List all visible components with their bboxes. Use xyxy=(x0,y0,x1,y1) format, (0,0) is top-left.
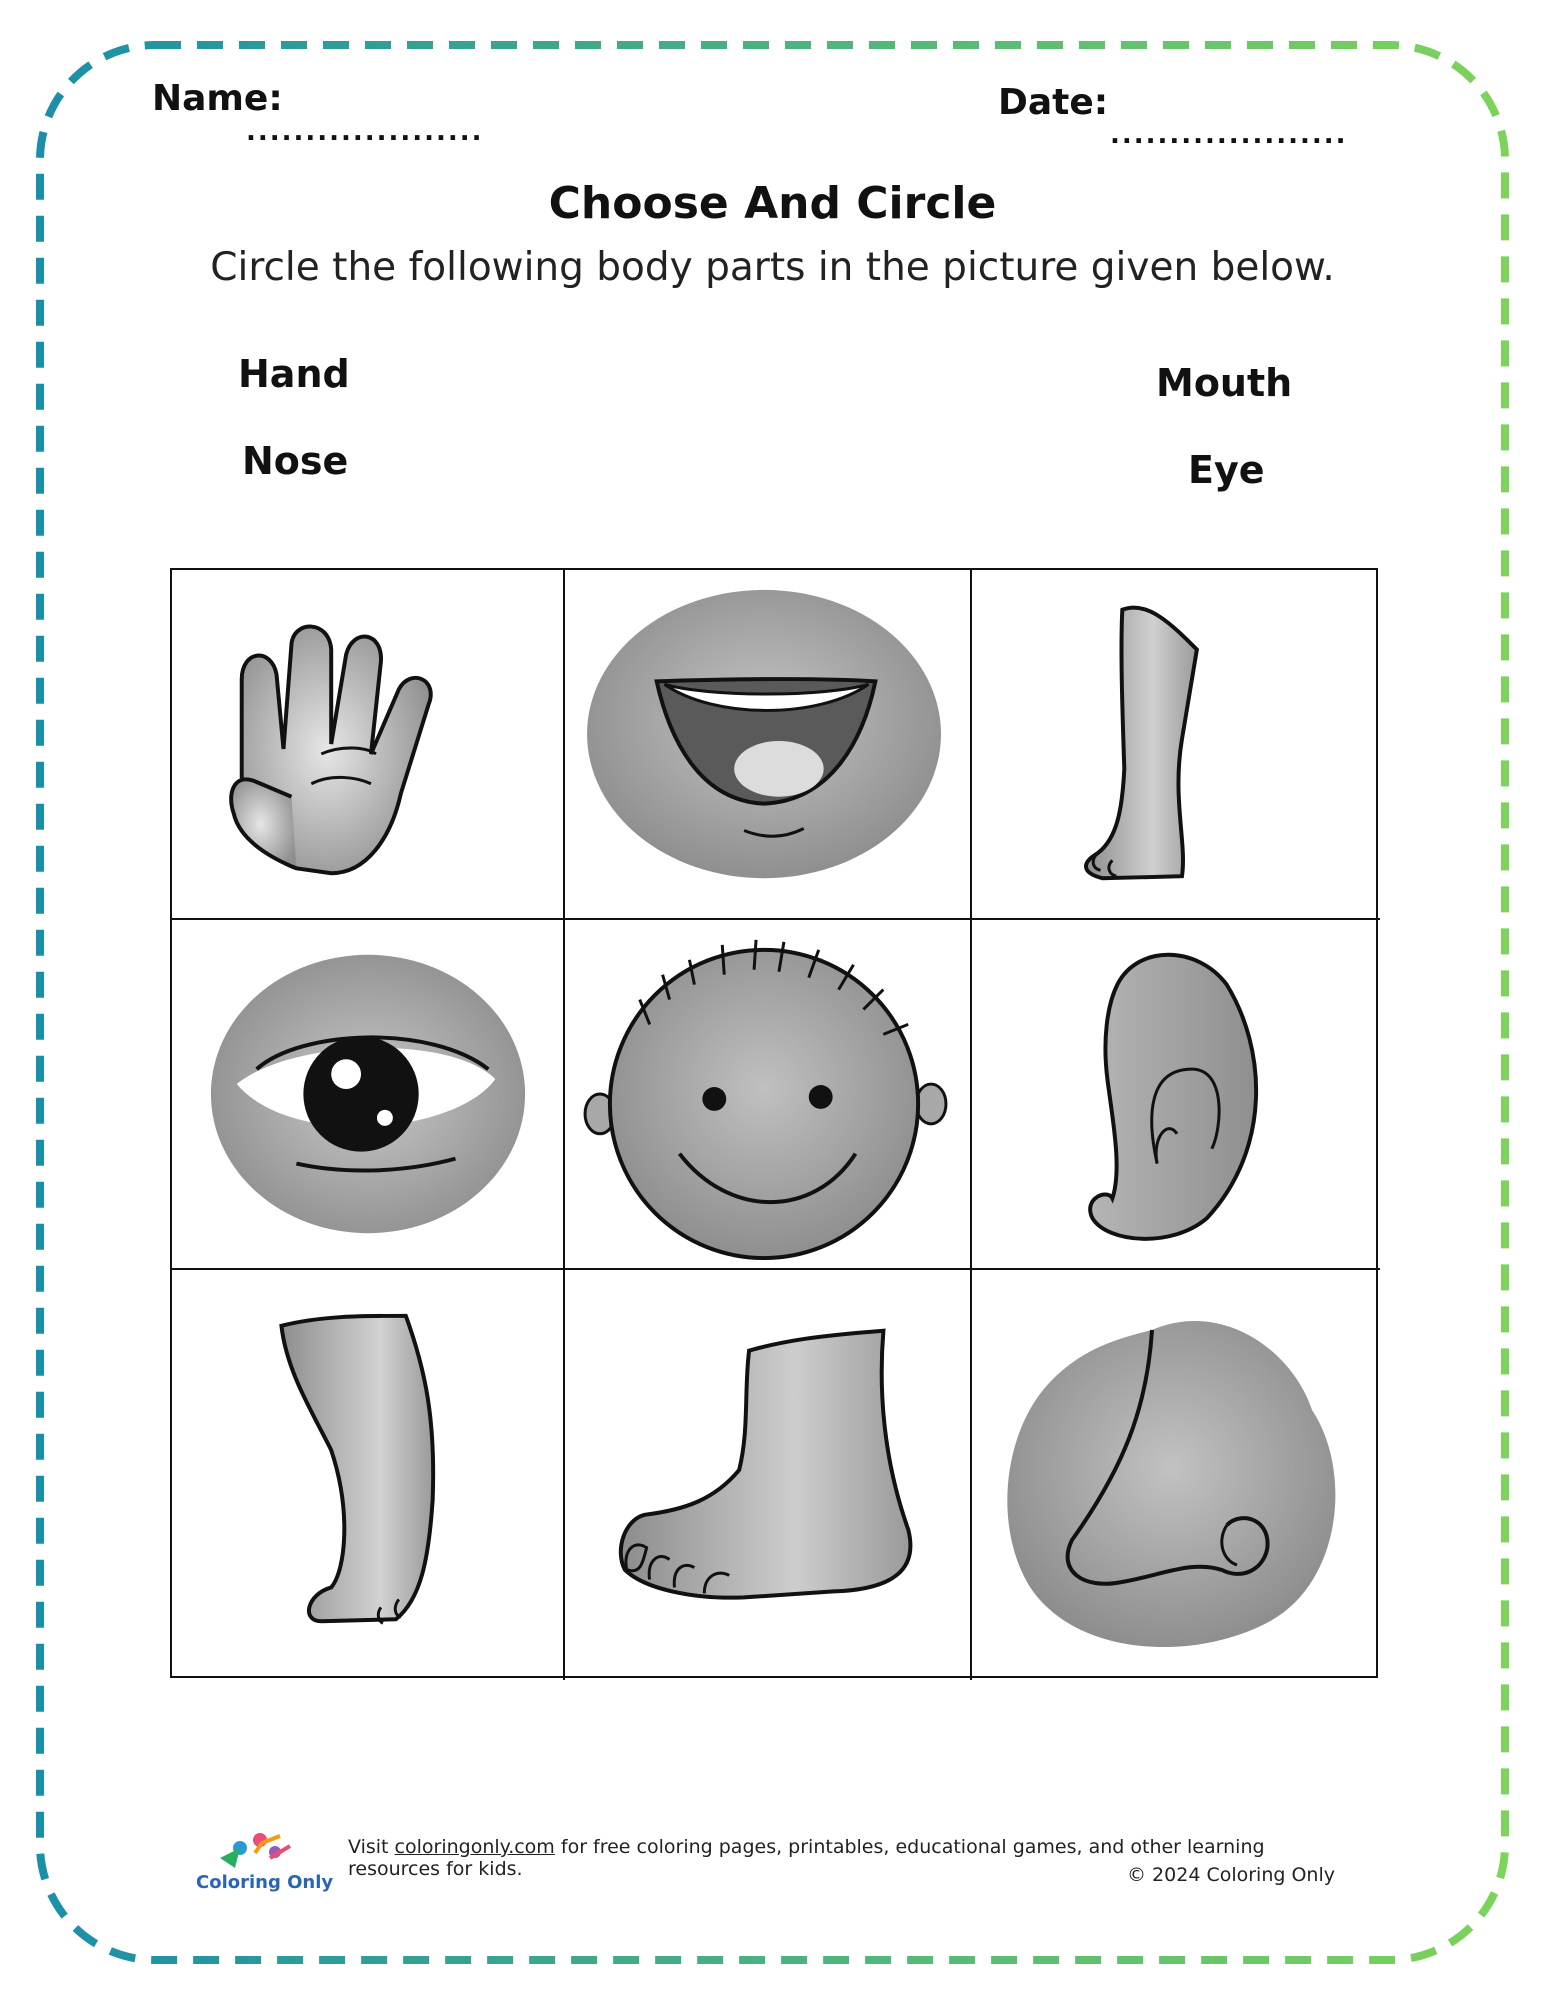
cell-leg-2[interactable] xyxy=(172,1270,565,1680)
page-title: Choose And Circle xyxy=(548,178,997,229)
leg-icon xyxy=(972,570,1380,918)
coloring-only-logo xyxy=(210,1818,300,1878)
cell-foot[interactable] xyxy=(565,1270,972,1680)
cell-mouth[interactable] xyxy=(565,570,972,920)
date-label: Date: xyxy=(998,82,1109,123)
word-eye: Eye xyxy=(1188,448,1265,492)
cell-face[interactable] xyxy=(565,920,972,1270)
cell-ear[interactable] xyxy=(972,920,1380,1270)
footer-visit-suffix: for free coloring pages, printables, educational games, and other learning resources for kids. xyxy=(348,1836,1265,1880)
name-line[interactable]: .................... xyxy=(246,117,484,147)
word-mouth: Mouth xyxy=(1156,361,1293,405)
instruction-text: Circle the following body parts in the picture given below. xyxy=(210,245,1335,290)
picture-grid xyxy=(170,568,1378,1678)
date-line[interactable]: .................... xyxy=(1110,120,1348,150)
cell-eye[interactable] xyxy=(172,920,565,1270)
cell-leg[interactable] xyxy=(972,570,1380,920)
mouth-icon xyxy=(565,570,970,918)
word-nose: Nose xyxy=(242,439,349,483)
eye-icon xyxy=(172,920,563,1268)
hand-icon xyxy=(172,570,563,918)
copyright-text: © 2024 Coloring Only xyxy=(1127,1864,1335,1886)
name-label: Name: xyxy=(152,78,283,119)
cell-nose[interactable] xyxy=(972,1270,1380,1680)
leg-icon xyxy=(172,1270,563,1680)
cell-hand[interactable] xyxy=(172,570,565,920)
foot-icon xyxy=(565,1270,970,1680)
ear-icon xyxy=(972,920,1380,1268)
footer-visit-prefix: Visit xyxy=(348,1836,389,1858)
nose-icon xyxy=(972,1270,1380,1680)
word-hand: Hand xyxy=(238,352,350,396)
logo-text: Coloring Only xyxy=(196,1872,334,1893)
site-link[interactable]: coloringonly.com xyxy=(394,1836,555,1858)
face-icon xyxy=(565,920,970,1268)
